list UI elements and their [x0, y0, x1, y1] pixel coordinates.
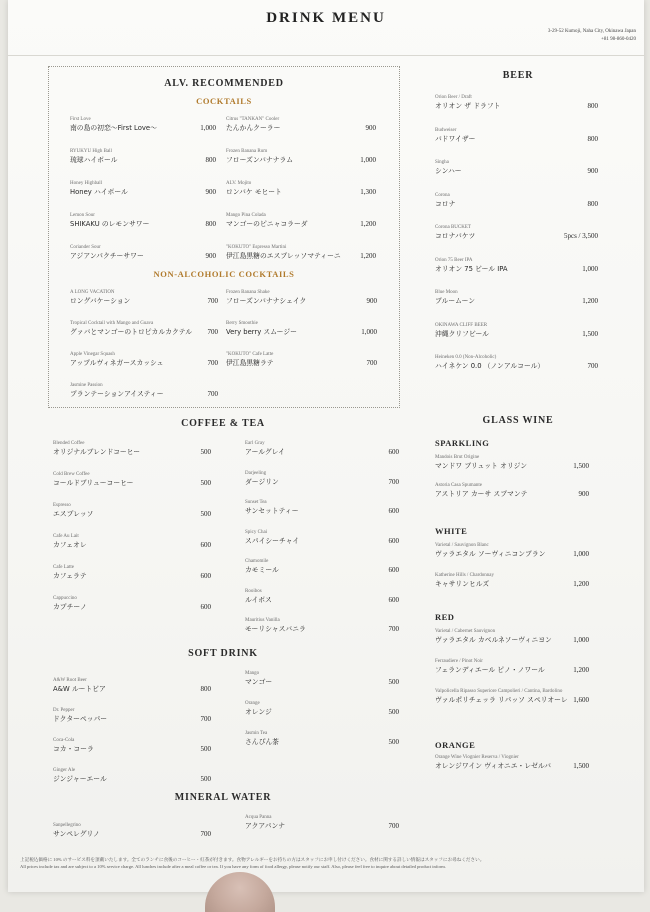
menu-item — [435, 322, 489, 339]
menu-item — [435, 688, 568, 705]
item-price: 500 — [200, 745, 211, 753]
item-name-jp: Very berry スムージー — [226, 328, 297, 336]
menu-item — [70, 320, 192, 337]
menu-item — [245, 529, 299, 546]
item-name-jp: オリジナルブレンドコーヒー — [53, 448, 141, 456]
item-name-jp: ヴァラエタル カベルネソーヴィニヨン — [435, 636, 552, 644]
non-alcoholic-heading: NON-ALCOHOLIC COCKTAILS — [153, 269, 295, 279]
item-price: 800 — [587, 134, 598, 143]
item-price: 5pcs / 3,500 — [563, 232, 598, 240]
item-name-jp: ロングバケーション — [70, 297, 131, 305]
item-name-en: Singha — [435, 160, 449, 165]
menu-item — [435, 628, 552, 645]
item-name-jp: オレンジ — [245, 708, 272, 716]
menu-item — [53, 471, 133, 488]
item-name-jp: ダージリン — [245, 477, 279, 486]
item-name-en: Corona BUCKET — [435, 225, 471, 230]
menu-item — [53, 595, 87, 612]
item-price: 800 — [587, 199, 598, 208]
item-name-jp: A&W ルートビア — [53, 685, 106, 693]
item-price: 1,000 — [582, 264, 598, 273]
item-name-en: Cappuccino — [53, 596, 77, 601]
item-name-jp: モーリシャスバニラ — [245, 625, 306, 633]
menu-item — [226, 320, 297, 337]
address-block — [548, 28, 636, 44]
beer-heading: BEER — [502, 70, 534, 81]
item-name-en: Lemon Sour — [70, 213, 95, 218]
item-name-jp: フローズンバナナシェイク — [226, 297, 307, 305]
item-price: 700 — [200, 715, 211, 723]
orange-heading: ORANGE — [435, 740, 476, 750]
item-name-jp: オリオン 75 ビール IPA — [435, 264, 508, 273]
item-name-jp: バドワイザー — [435, 134, 476, 143]
item-name-en: Frozen Banana Rum — [226, 149, 268, 154]
menu-item — [245, 670, 272, 687]
item-name-jp: ジンジャーエール — [53, 775, 107, 783]
footer-line-en: All prices include tax and are subject to a 10% service charge. All lunches include after a meal coffee or tea. If you have any form of food allergy, please notify our staff. Also, please feel free to inquire about detailed product inform. — [20, 864, 446, 869]
address-line: 3-29-52 Kumoji, Naha City, Okinawa Japan — [547, 29, 636, 34]
item-name-en: Frozen Banana Shake — [226, 290, 270, 295]
item-name-en: Varietal / Sauvignon Blanc — [435, 543, 489, 548]
item-name-jp: カフェラテ — [53, 572, 87, 580]
item-price: 800 — [587, 102, 598, 110]
item-name-jp: キャサリンヒルズ — [435, 580, 490, 588]
item-name-en: "KOKUTO" Espresso Martini — [226, 245, 287, 250]
item-price: 900 — [205, 252, 216, 260]
menu-item — [226, 148, 293, 165]
item-price: 500 — [200, 510, 211, 518]
item-price: 1,000 — [573, 550, 589, 558]
item-price: 700 — [207, 359, 218, 367]
menu-item — [245, 558, 279, 575]
item-name-jp: 沖縄クリフビール — [435, 329, 489, 338]
item-name-jp: マンゴーのピニャコラーダ — [226, 220, 308, 228]
item-name-en: Mango — [245, 671, 260, 676]
soft-drink-heading: SOFT DRINK — [188, 648, 258, 659]
item-price: 900 — [587, 167, 598, 175]
menu-item — [435, 354, 544, 371]
item-price: 1,200 — [582, 297, 598, 305]
item-name-en: Tropical Cocktail with Mango and Guava — [70, 321, 154, 326]
item-name-jp: サンセットティー — [245, 507, 299, 515]
item-name-jp: コロナ — [435, 199, 456, 208]
menu-item — [53, 707, 107, 724]
item-name-en: Cafe Latte — [53, 565, 74, 570]
item-name-en: Orange Wine Viognier Reserva / Viognier — [435, 755, 519, 760]
item-name-en: First Love — [70, 117, 91, 122]
menu-item — [435, 159, 462, 176]
item-name-en: Jasmin Tea — [245, 731, 268, 736]
item-price: 500 — [388, 678, 399, 686]
item-name-en: Ferraudiere / Pinot Noir — [435, 659, 483, 664]
item-name-en: Jasmine Passion — [70, 383, 103, 388]
menu-item — [70, 212, 149, 229]
mineral-water-heading: MINERAL WATER — [174, 792, 272, 803]
item-name-en: OKINAWA CLIFF BEER — [435, 322, 488, 328]
item-price: 600 — [200, 572, 211, 580]
item-name-jp: さんぴん茶 — [245, 738, 279, 746]
item-price: 1,000 — [360, 156, 376, 164]
item-price: 600 — [388, 536, 399, 545]
glass-wine-heading: GLASS WINE — [482, 415, 554, 426]
menu-item — [435, 658, 545, 675]
menu-item — [70, 382, 164, 399]
menu-item — [70, 351, 163, 368]
item-price: 1,200 — [573, 580, 589, 588]
menu-item — [53, 440, 140, 457]
item-name-en: ALV. Mojito — [226, 181, 252, 186]
menu-item — [226, 180, 282, 197]
item-name-jp: コールドブリューコーヒー — [53, 479, 134, 487]
item-name-jp: 伊江島黒糖ラテ — [226, 359, 274, 367]
item-name-en: "KOKUTO" Cafe Latte — [226, 352, 274, 357]
item-name-en: Apple Vinegar Squash — [70, 352, 115, 357]
item-price: 700 — [587, 362, 598, 370]
item-name-en: Espresso — [53, 503, 71, 508]
item-name-jp: カフェオレ — [53, 541, 87, 549]
menu-item — [53, 822, 100, 839]
item-price: 1,200 — [360, 220, 376, 228]
item-name-en: Spicy Chai — [245, 529, 268, 535]
item-name-en: Sanpellegrino — [53, 823, 81, 828]
item-name-en: Astoria Casa Spumante — [435, 483, 482, 488]
recommended-heading: ALV. RECOMMENDED — [164, 78, 284, 89]
menu-item — [70, 148, 117, 165]
item-name-jp: ヴァルポリチェッラ リパッソ スペリオーレ — [435, 696, 568, 704]
item-price: 1,600 — [573, 696, 589, 704]
item-price: 600 — [200, 603, 211, 611]
item-name-jp: 伊江島黒糖のエスプレッソマティーニ — [226, 252, 341, 260]
item-price: 500 — [200, 775, 211, 783]
item-price: 500 — [388, 738, 399, 746]
item-price: 1,500 — [573, 462, 589, 470]
item-name-jp: ハイネケン 0.0 （ノンアルコール） — [435, 362, 545, 370]
item-name-en: RYUKYU High Ball — [70, 149, 112, 154]
menu-item — [245, 588, 272, 605]
menu-item — [435, 454, 527, 471]
item-name-en: Varietal / Cabernet Sauvignon — [435, 629, 496, 634]
item-price: 900 — [578, 490, 589, 498]
menu-item — [245, 440, 285, 457]
item-name-en: Budweiser — [435, 127, 457, 133]
item-name-jp: エスプレッソ — [53, 510, 94, 518]
item-price: 500 — [200, 479, 211, 487]
item-name-en: Blue Moon — [435, 290, 458, 295]
item-name-en: Chamomile — [245, 559, 269, 564]
item-name-en: Heineken 0.0 (Non-Alcoholic) — [435, 355, 497, 360]
menu-item — [435, 572, 494, 589]
menu-item — [53, 767, 107, 784]
header-divider — [8, 55, 644, 56]
item-name-jp: オリオン ザ ドラフト — [435, 102, 501, 110]
item-name-jp: シンハー — [435, 167, 462, 175]
menu-item — [70, 244, 144, 261]
item-price: 1,300 — [360, 188, 376, 196]
item-name-jp: カプチーノ — [53, 603, 87, 611]
menu-item — [435, 257, 508, 274]
item-name-en: Blended Coffee — [53, 441, 85, 446]
item-name-en: Mango Pina Colada — [226, 213, 266, 218]
menu-item — [70, 116, 157, 133]
item-name-en: Coca-Cola — [53, 738, 75, 743]
item-price: 700 — [200, 830, 211, 838]
menu-item — [435, 542, 545, 559]
item-price: 800 — [205, 220, 216, 228]
item-price: 900 — [205, 188, 216, 196]
item-name-en: Katherine Hills / Chardonnay — [435, 573, 495, 578]
item-name-jp: マンゴー — [245, 678, 273, 686]
item-price: 700 — [388, 822, 399, 830]
menu-item — [435, 289, 475, 306]
item-name-jp: スパイシーチャイ — [245, 536, 300, 545]
item-name-en: Dr. Pepper — [53, 708, 75, 713]
menu-item — [245, 617, 306, 634]
item-name-jp: コカ・コーラ — [53, 745, 94, 753]
item-name-jp: カモミール — [245, 566, 279, 574]
menu-item — [435, 127, 475, 144]
item-name-jp: コロナバケツ — [435, 232, 476, 240]
item-price: 900 — [366, 297, 377, 305]
item-name-jp: サンペレグリノ — [53, 830, 100, 838]
item-price: 700 — [388, 625, 399, 633]
item-price: 1,500 — [573, 762, 589, 770]
item-price: 500 — [200, 448, 211, 456]
coffee-tea-heading: COFFEE & TEA — [181, 418, 265, 429]
item-name-en: Acqua Panna — [245, 815, 272, 820]
menu-item — [245, 730, 279, 747]
item-price: 500 — [388, 708, 399, 716]
item-name-en: Earl Gray — [245, 441, 265, 446]
item-name-jp: マンドワ ブリュット オリジン — [435, 462, 528, 470]
menu-item — [245, 470, 279, 487]
menu-item — [435, 482, 527, 499]
item-price: 1,000 — [573, 636, 589, 644]
item-name-jp: アクアパンナ — [245, 822, 286, 830]
menu-item — [245, 814, 285, 831]
phone-line: +81 98-860-0420 — [601, 37, 636, 42]
menu-item — [70, 180, 128, 197]
item-price: 700 — [207, 390, 218, 398]
item-name-jp: ロンバケ モヒート — [226, 188, 282, 196]
item-price: 700 — [388, 477, 399, 486]
item-name-en: A&W Root Beer — [53, 678, 87, 683]
item-price: 600 — [388, 507, 399, 515]
item-price: 1,000 — [200, 124, 216, 132]
menu-item — [435, 224, 475, 241]
menu-item — [226, 212, 308, 229]
item-name-en: Honey Highball — [70, 181, 103, 186]
item-name-en: Orion 75 Beer IPA — [435, 257, 473, 263]
item-name-jp: オレンジワイン ヴィオニエ・レゼルバ — [435, 762, 552, 770]
menu-item — [226, 244, 341, 261]
menu-item — [226, 116, 280, 133]
item-price: 700 — [207, 297, 218, 305]
item-name-jp: フェランディエール ピノ・ノワール — [435, 666, 545, 674]
item-name-en: Orange — [245, 701, 260, 706]
item-name-en: Corona — [435, 192, 450, 198]
item-price: 1,500 — [582, 329, 598, 338]
item-name-jp: 南の島の初恋〜First Love〜 — [70, 124, 157, 132]
menu-item — [53, 502, 93, 519]
item-name-jp: プランテーションアイスティー — [70, 390, 164, 398]
item-price: 900 — [365, 124, 376, 132]
item-price: 600 — [200, 541, 211, 549]
sparkling-heading: SPARKLING — [435, 438, 490, 448]
item-name-en: Darjeeling — [245, 470, 267, 476]
item-name-en: Orion Beer / Draft — [435, 95, 472, 100]
menu-item — [245, 700, 272, 717]
item-name-en: Berry Smoothie — [226, 321, 258, 326]
item-price: 800 — [205, 156, 216, 164]
item-name-jp: アップルヴィネガースカッシュ — [70, 359, 164, 367]
menu-item — [435, 192, 455, 209]
white-heading: WHITE — [435, 526, 468, 536]
cocktails-heading: COCKTAILS — [196, 96, 252, 106]
item-price: 600 — [388, 566, 399, 574]
item-name-jp: SHIKAKU のレモンサワー — [70, 220, 150, 228]
menu-item — [226, 351, 274, 368]
footer-line-jp: 上記税込価格に 10% のサービス料を頂戴いたします。全てのランチに食後のコーヒー・紅茶が付きます。食物アレルギーをお持ちの方はスタッフにお申し付けください。食材に関する詳しい情報はスタッフにお尋ねください。 — [20, 857, 485, 862]
item-price: 700 — [366, 359, 377, 367]
red-heading: RED — [435, 612, 455, 622]
item-name-en: Rooibos — [245, 588, 262, 594]
menu-item — [245, 499, 299, 516]
item-name-en: Sunset Tea — [245, 500, 267, 505]
item-name-jp: グァバとマンゴーのトロピカルカクテル — [70, 328, 193, 336]
item-price: 600 — [388, 595, 399, 604]
item-name-en: Coriander Sour — [70, 245, 101, 250]
menu-title: DRINK MENU — [266, 10, 386, 26]
menu-item — [53, 533, 87, 550]
item-name-en: Ginger Ale — [53, 768, 76, 773]
item-name-jp: たんかんクーラー — [226, 124, 281, 132]
menu-item — [70, 289, 130, 306]
item-price: 700 — [207, 328, 218, 336]
item-name-jp: ルイボス — [245, 595, 272, 604]
item-name-jp: アジアンパクチーサワー — [70, 252, 144, 260]
item-price: 1,200 — [360, 252, 376, 260]
item-name-jp: フローズンバナナラム — [226, 156, 294, 164]
item-name-jp: アールグレイ — [245, 448, 285, 456]
item-name-jp: ドクターペッパー — [53, 715, 108, 723]
item-name-jp: ヴァラエタル ソーヴィニコンブラン — [435, 550, 546, 558]
item-price: 1,000 — [361, 328, 377, 336]
menu-item — [435, 754, 551, 771]
item-price: 600 — [388, 448, 399, 456]
item-price: 1,200 — [573, 666, 589, 674]
item-name-en: Citrus "TANKAN" Cooler — [226, 117, 280, 122]
menu-sheet — [8, 0, 644, 892]
item-name-en: A LONG VACATION — [70, 290, 115, 295]
footer-notice — [20, 856, 620, 870]
item-name-en: Valpolicella Ripasso Superiore Campolieri / Cantina, Bardolino — [435, 689, 563, 694]
menu-item — [226, 289, 306, 306]
item-name-jp: ブルームーン — [435, 297, 476, 305]
item-name-en: Cafe Au Lait — [53, 534, 79, 539]
item-name-jp: 琉球ハイボール — [70, 156, 118, 164]
menu-item — [435, 94, 500, 111]
item-name-jp: Honey ハイボール — [70, 188, 128, 196]
item-name-en: Cold Brew Coffee — [53, 472, 90, 477]
item-name-en: Mauritius Vanilla — [245, 618, 280, 623]
menu-item — [53, 564, 87, 581]
item-name-en: Mandois Brut Origine — [435, 455, 480, 460]
menu-item — [53, 737, 94, 754]
item-price: 800 — [200, 685, 211, 693]
item-name-jp: アストリア カーサ スプマンテ — [435, 490, 528, 498]
menu-item — [53, 677, 106, 694]
